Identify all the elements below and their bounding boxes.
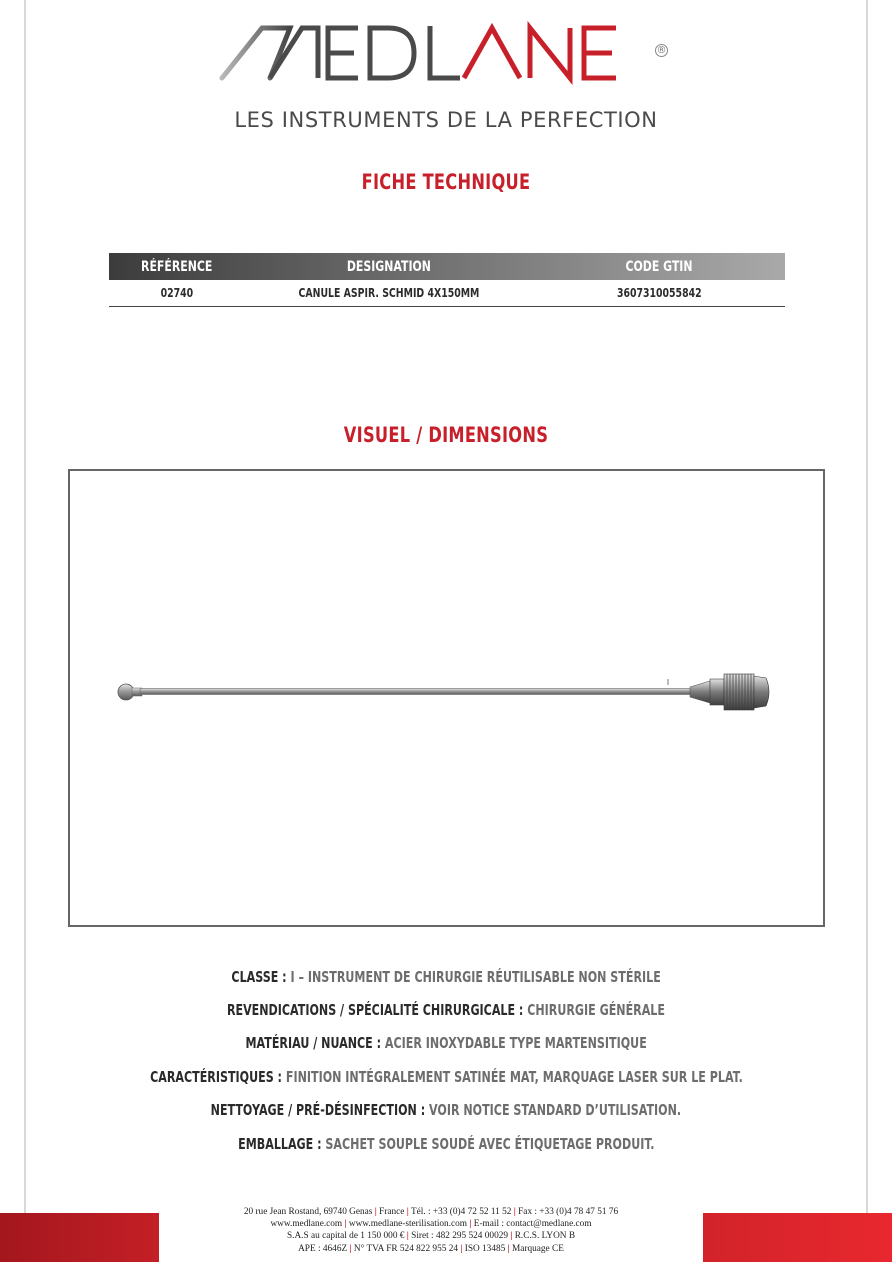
cell-reference: 02740 bbox=[160, 286, 194, 300]
footer-email[interactable]: E-mail : contact@medlane.com bbox=[473, 1219, 592, 1230]
product-visual-box bbox=[68, 469, 825, 927]
spec-materiau: MATÉRIAU / NUANCE : ACIER INOXYDABLE TYPE MARTENSITIQUE bbox=[245, 1034, 647, 1053]
footer-bar-left bbox=[0, 1213, 159, 1262]
table-header bbox=[109, 253, 785, 280]
brand-tagline: LES INSTRUMENTS DE LA PERFECTION bbox=[234, 108, 658, 132]
medlane-wordmark-icon bbox=[218, 18, 658, 88]
spec-emballage: EMBALLAGE : SACHET SOUPLE SOUDÉ AVEC ÉTIQUETAGE PRODUIT. bbox=[237, 1134, 655, 1153]
footer-line-web: www.medlane.com | www.medlane-sterilisation.com | E-mail : contact@medlane.com bbox=[270, 1219, 592, 1230]
footer-link-sterilisation[interactable]: www.medlane-sterilisation.com bbox=[348, 1219, 468, 1230]
spec-caracteristiques: CARACTÉRISTIQUES : FINITION INTÉGRALEMENT SATINÉE MAT, MARQUAGE LASER SUR LE PLAT. bbox=[149, 1067, 743, 1086]
footer-line-registration: APE : 4646Z | N° TVA FR 524 822 955 24 | ISO 13485 | Marquage CE bbox=[298, 1243, 564, 1254]
footer-line-address: 20 rue Jean Rostand, 69740 Genas | France | Tél. : +33 (0)4 72 52 11 52 | Fax : +33 (0)4 78 47 51 76 bbox=[243, 1207, 619, 1217]
reference-table bbox=[109, 253, 785, 307]
spec-revendications: REVENDICATIONS / SPÉCIALITÉ CHIRURGICALE : CHIRURGIE GÉNÉRALE bbox=[226, 1001, 666, 1020]
header-gtin: CODE GTIN bbox=[625, 258, 693, 275]
visuel-dimensions-title: VISUEL / DIMENSIONS bbox=[343, 423, 549, 447]
cell-gtin: 3607310055842 bbox=[616, 286, 702, 300]
header-designation: DESIGNATION bbox=[346, 258, 432, 275]
footer-line-legal: S.A.S au capital de 1 150 000 € | Siret : 482 295 524 00029 | R.C.S. LYON B bbox=[286, 1231, 576, 1242]
cell-designation: CANULE ASPIR. SCHMID 4X150MM bbox=[298, 286, 480, 300]
registered-mark: ® bbox=[656, 45, 667, 56]
spec-classe: CLASSE : I – INSTRUMENT DE CHIRURGIE RÉUTILISABLE NON STÉRILE bbox=[231, 967, 661, 986]
suction-cannula-icon bbox=[70, 471, 823, 925]
specifications-list bbox=[0, 960, 892, 1160]
table-row bbox=[109, 280, 785, 307]
spec-nettoyage: NETTOYAGE / PRÉ-DÉSINFECTION : VOIR NOTICE STANDARD D’UTILISATION. bbox=[210, 1101, 682, 1120]
fiche-technique-title: FICHE TECHNIQUE bbox=[361, 170, 531, 194]
footer-contact bbox=[159, 1206, 703, 1255]
footer-link-medlane[interactable]: www.medlane.com bbox=[270, 1219, 343, 1230]
brand-logo bbox=[0, 18, 892, 132]
footer-bar-right bbox=[703, 1213, 892, 1262]
header-reference: RÉFÉRENCE bbox=[141, 258, 213, 275]
